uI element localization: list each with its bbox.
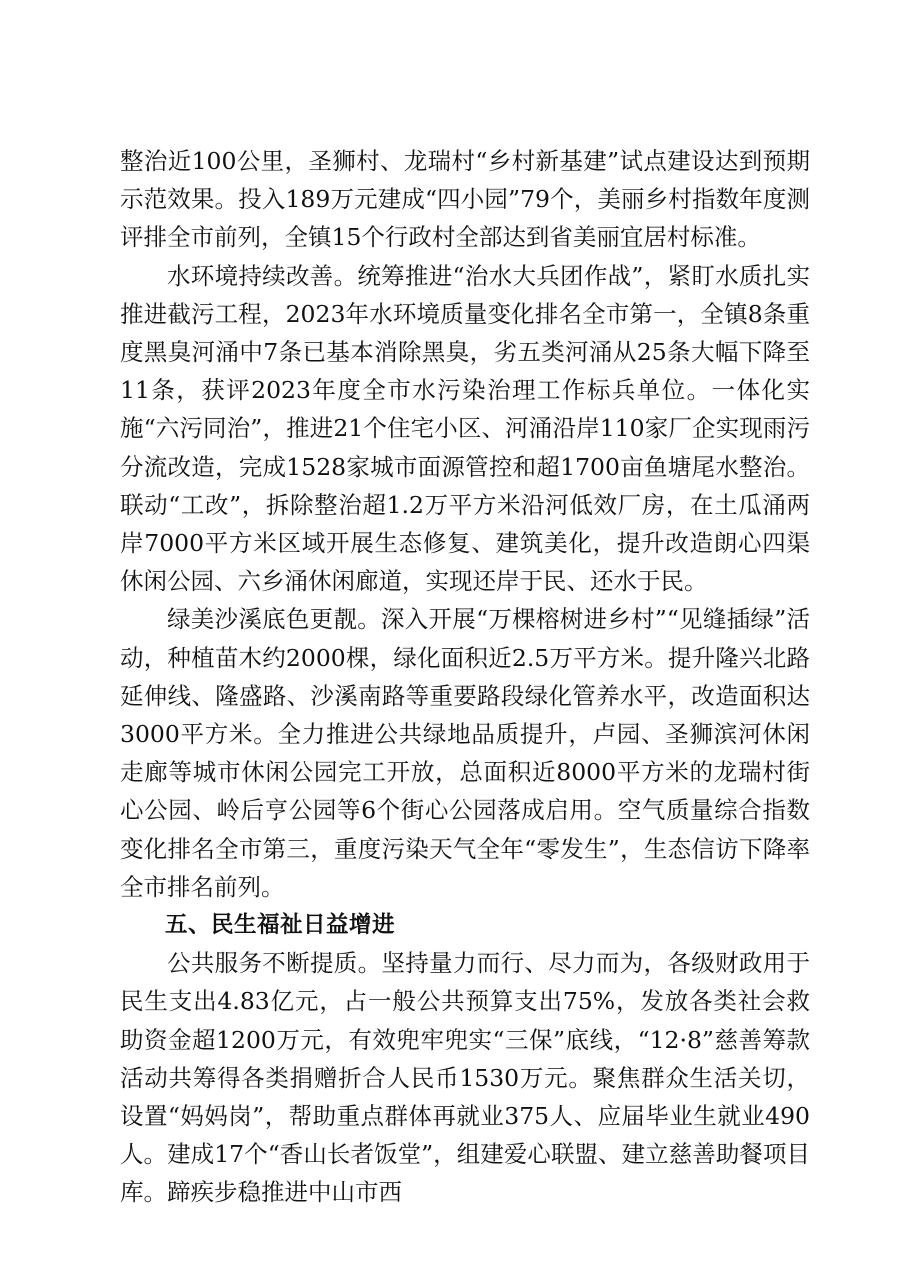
section-heading-livelihood: 五、民生福祉日益增进 xyxy=(165,912,396,939)
paragraph-public-services: 公共服务不断提质。坚持量力而行、尽力而为，各级财政用于民生支出4.83亿元，占一般公共预算支出75%，发放各类社会救助资金超1200万元，有效兜牢兜实“三保”底线，“12·8”慈善筹款活动共筹得各类捐赠折合人民币1530万元。聚焦群众生活关切，设置“妈妈岗”，帮助重点群体再就业375人、应届毕业生就业490人。建成17个“香山长者饭堂”，组建爱心联盟、建立慈善助餐项目库。蹄疾步稳推进中山市西 xyxy=(120,949,810,1207)
paragraph-rural-construction: 整治近100公里，圣狮村、龙瑞村“乡村新基建”试点建设达到预期示范效果。投入189万元建成“四小园”79个，美丽乡村指数年度测评排全市前列，全镇15个行政村全部达到省美丽宜居村标准。 xyxy=(120,147,810,252)
paragraph-green-shaxi: 绿美沙溪底色更靓。深入开展“万棵榕树进乡村”“见缝插绿”活动，种植苗木约2000棵，绿化面积近2.5万平方米。提升隆兴北路延伸线、隆盛路、沙溪南路等重要路段绿化管养水平，改造面积达3000平方米。全力推进公共绿地品质提升，卢园、圣狮滨河休闲走廊等城市休闲公园完工开放，总面积近8000平方米的龙瑞村街心公园、岭后亨公园等6个街心公园落成启用。空气质量综合指数变化排名全市第三，重度污染天气全年“零发生”，生态信访下降率全市排名前列。 xyxy=(120,605,810,901)
document-body xyxy=(120,142,810,1212)
paragraph-water-environment: 水环境持续改善。统筹推进“治水大兵团作战”，紧盯水质扎实推进截污工程，2023年水环境质量变化排名全市第一，全镇8条重度黑臭河涌中7条已基本消除黑臭，劣五类河涌从25条大幅下降至11条，获评2023年度全市水污染治理工作标兵单位。一体化实施“六污同治”，推进21个住宅小区、河涌沿岸110家厂企实现雨污分流改造，完成1528家城市面源管控和超1700亩鱼塘尾水整治。联动“工改”，拆除整治超1.2万平方米沿河低效厂房，在土瓜涌两岸7000平方米区域开展生态修复、建筑美化，提升改造朗心四渠休闲公园、六乡涌休闲廊道，实现还岸于民、还水于民。 xyxy=(120,261,810,596)
